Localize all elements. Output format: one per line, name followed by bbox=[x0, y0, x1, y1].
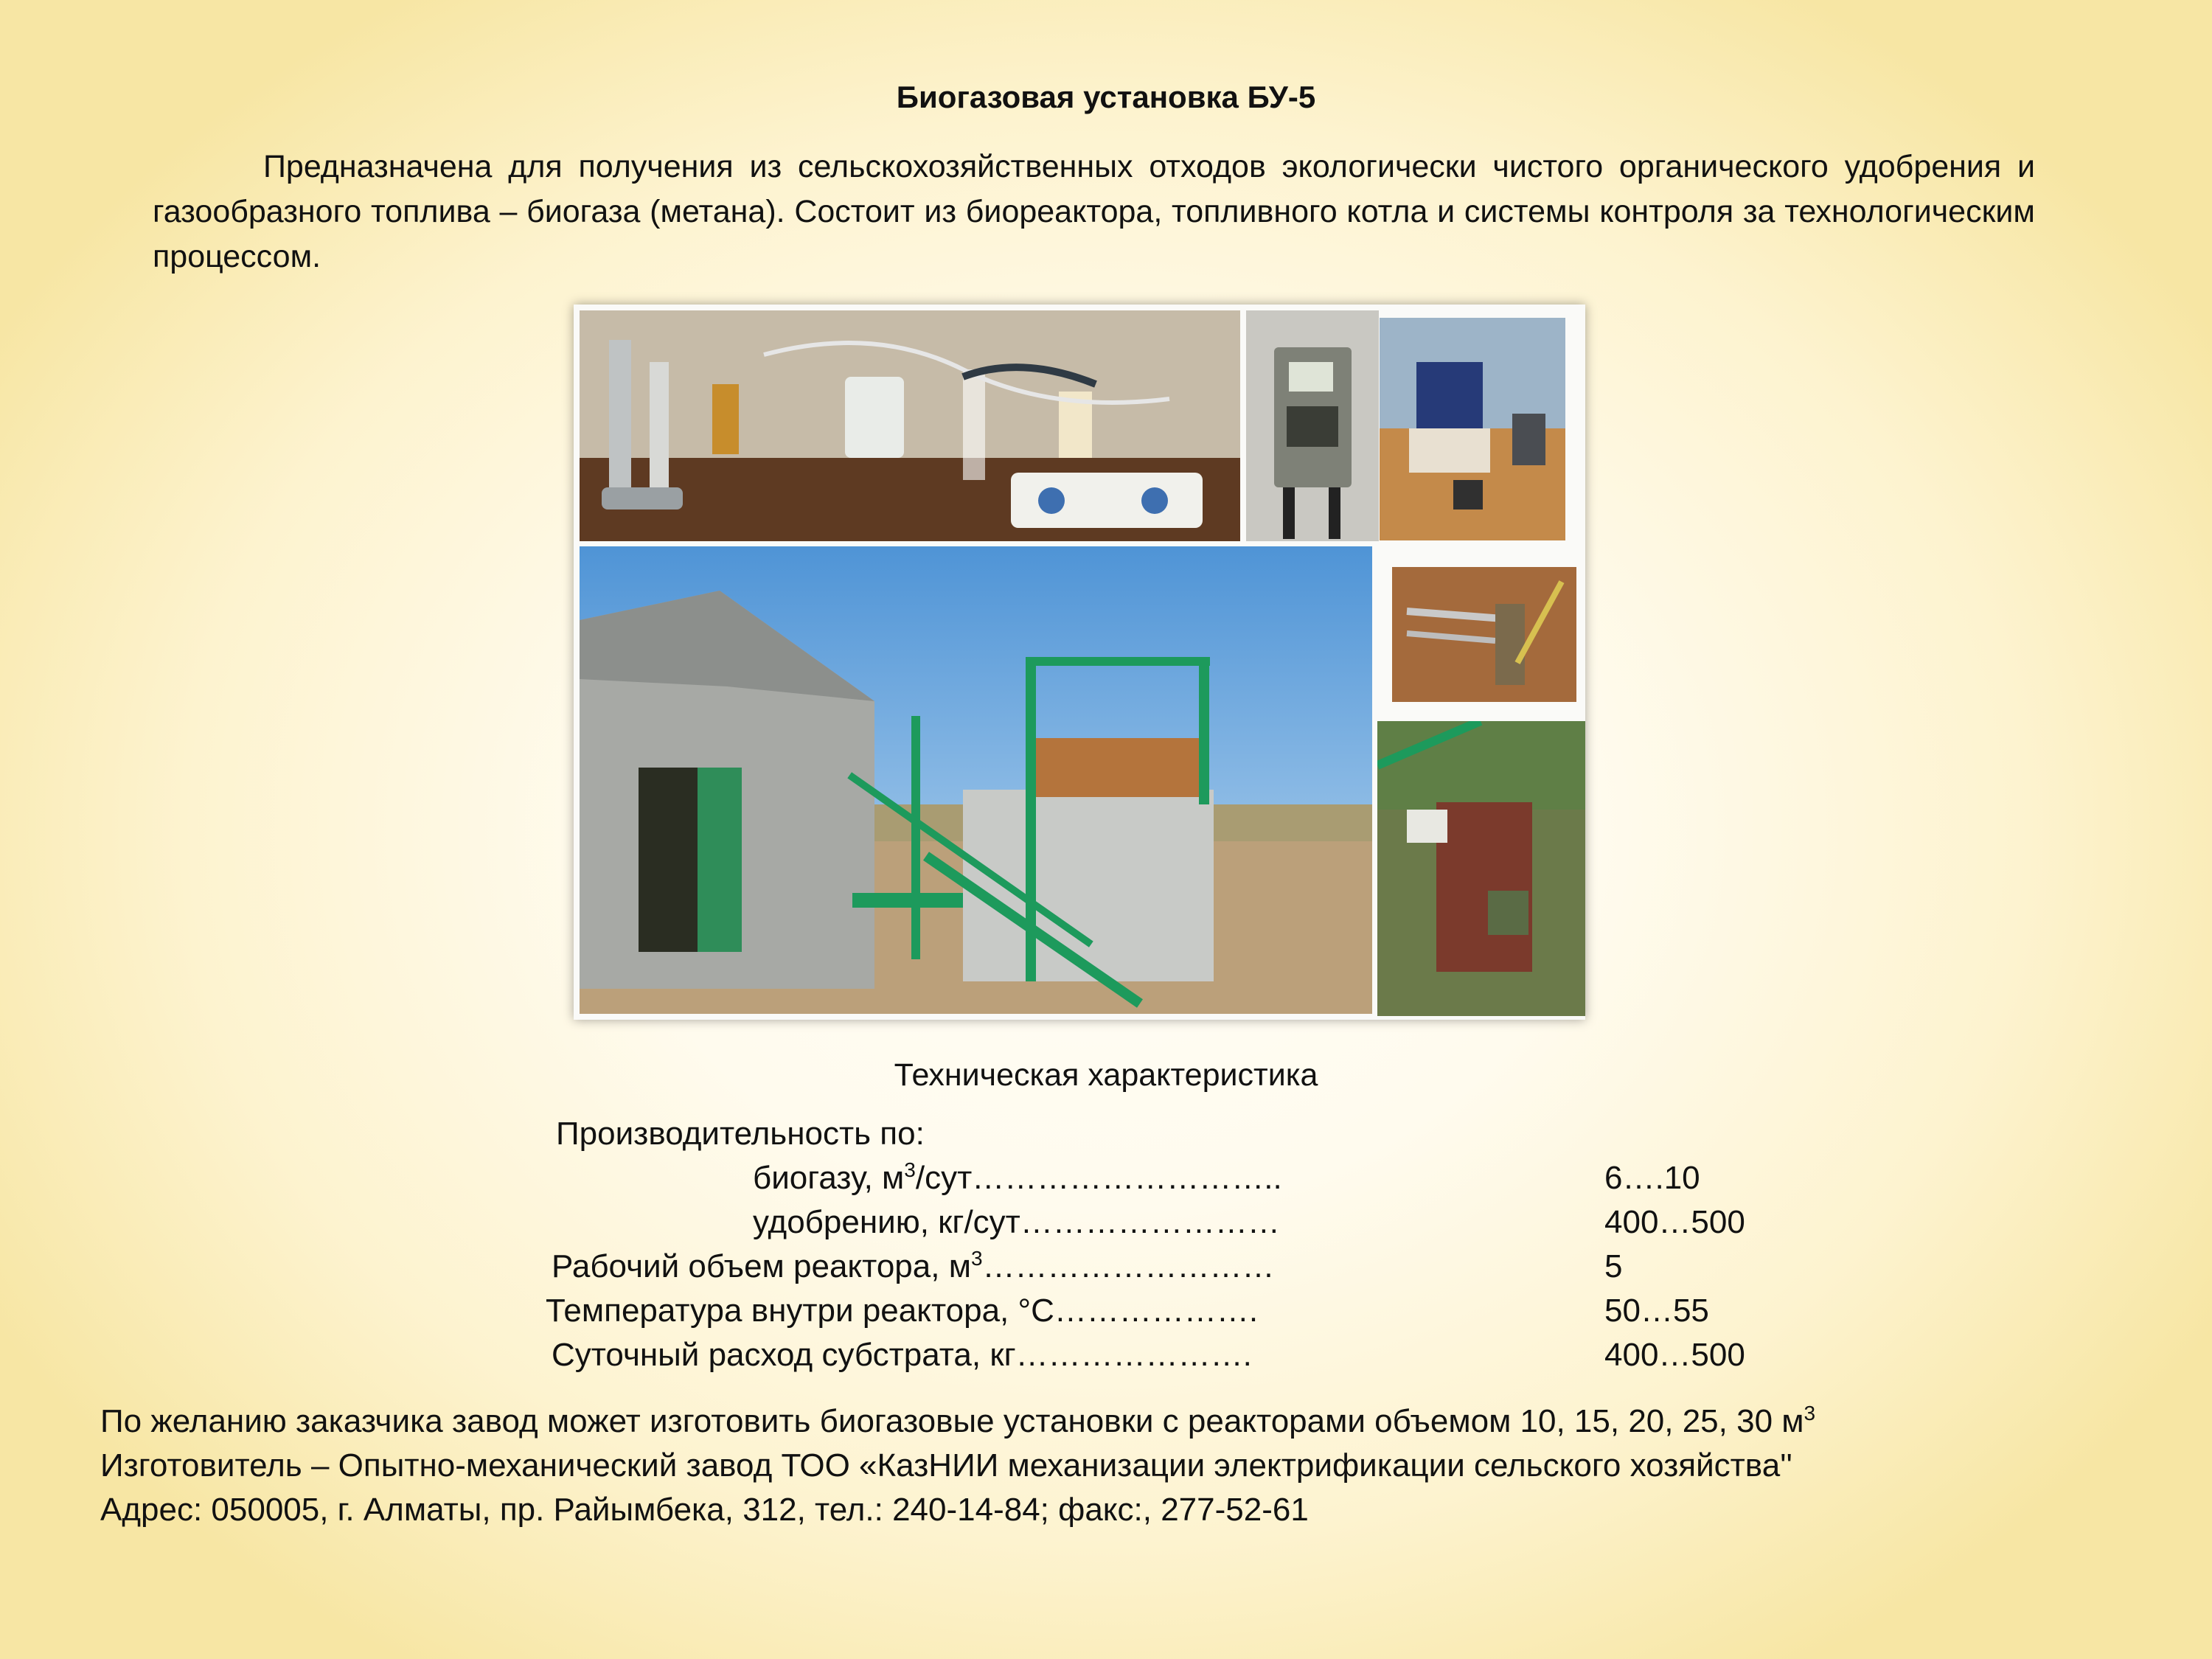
spec-group-label: Производительность по: bbox=[556, 1116, 925, 1152]
footer-custom-order: По желанию заказчика завод может изготовить биогазовые установки с реакторами объемом 10, 15, 20, 25, 30 $м^3$ bbox=[100, 1402, 1816, 1439]
biogas-plant-photo bbox=[580, 546, 1372, 1014]
spec-volume-value: 5 bbox=[1604, 1248, 1623, 1284]
page-title: Биогазовая установка БУ-5 bbox=[896, 80, 1316, 114]
lab-equipment-photo bbox=[580, 310, 1240, 541]
spec-temperature-value: 50…55 bbox=[1604, 1293, 1709, 1329]
spec-volume-label: Рабочий объем реактора, $м^3\dots\dots\dots\dots\dots\dots\dots\dots\dots$ bbox=[552, 1247, 1275, 1284]
instrument-case-photo bbox=[1380, 318, 1565, 540]
spec-biogas-value: 6….10 bbox=[1604, 1160, 1700, 1196]
photo-collage bbox=[574, 305, 1585, 1020]
intro-paragraph: Предназначена для получения из сельскохозяйственных отходов экологически чистого органического удобрения и газообразного топлива – биогаза (метана). Состоит из биореактора, топливного котла и системы контроля за технологическим процессом. bbox=[153, 149, 2035, 274]
spec-biogas-label: биогазу, $м^3/сут\dots\dots\dots\dots\dots\dots\dots\dots\dots$.. bbox=[753, 1158, 1282, 1196]
spec-heading: Техническая характеристика bbox=[894, 1057, 1318, 1093]
control-box-photo bbox=[1246, 310, 1379, 541]
spec-fertilizer-value: 400…500 bbox=[1604, 1204, 1745, 1240]
spec-substrate-value: 400…500 bbox=[1604, 1337, 1745, 1373]
footer-manufacturer: Изготовитель – Опытно-механический завод ТОО «КазНИИ механизации электрификации сельского хозяйства'' bbox=[100, 1447, 1792, 1484]
spec-temperature-label: Температура внутри реактора, °С………………. bbox=[546, 1293, 1259, 1329]
footer-address: Адрес: 050005, г. Алматы, пр. Райымбека, 312, тел.: 240-14-84; факс:, 277-52-61 bbox=[100, 1492, 1309, 1528]
spec-substrate-label: Суточный расход субстрата, кг…………………. bbox=[552, 1337, 1252, 1373]
boiler-photo bbox=[1377, 721, 1585, 1016]
spec-fertilizer-label: удобрению, кг/сут…………………… bbox=[753, 1204, 1280, 1240]
sensor-photo bbox=[1392, 567, 1576, 702]
